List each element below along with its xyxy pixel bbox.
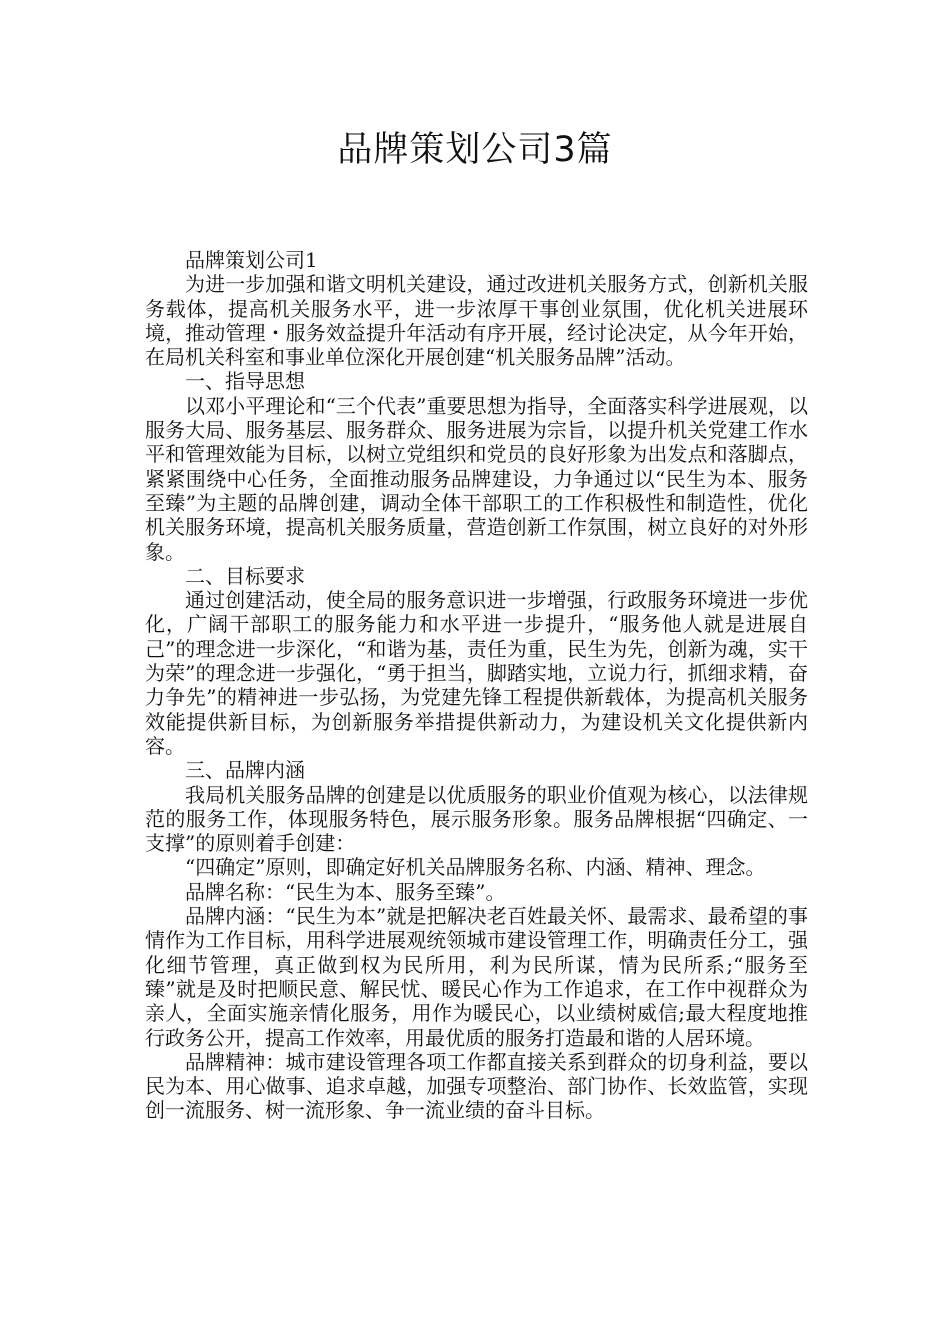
paragraph: 品牌名称：“民生为本、服务至臻”。 [185, 879, 506, 904]
section-heading: 二、目标要求 [185, 563, 305, 588]
paragraph: 以邓小平理论和“三个代表”重要思想为指导，全面落实科学进展观，以服务大局、服务基层、服务群众、服务进展为宗旨，以提升机关党建工作水平和管理效能为目标，以树立党组织和党员的良好形象为出发点和落脚点，紧紧围绕中心任务，全面推动服务品牌建设，力争通过以“民生为本、服务至臻”为主题的品牌创建，调动全体干部职工的工作积极性和制造性，优化机关服务环境，提高机关服务质量，营造创新工作氛围，树立良好的对外形象。 [145, 393, 808, 564]
paragraph: 我局机关服务品牌的创建是以优质服务的职业价值观为核心，以法律规范的服务工作，体现服务特色，展示服务形象。服务品牌根据“四确定、一支撑”的原则着手创建： [145, 782, 808, 856]
paragraph: 为进一步加强和谐文明机关建设，通过改进机关服务方式，创新机关服务载体，提高机关服务水平，进一步浓厚干事创业氛围，优化机关进展环境，推动管理・服务效益提升年活动有序开展，经讨论决定，从今年开始，在局机关科室和事业单位深化开展创建“机关服务品牌”活动。 [145, 272, 808, 370]
paragraph: 通过创建活动，使全局的服务意识进一步增强，行政服务环境进一步优化，广阔干部职工的服务能力和水平进一步提升，“服务他人就是进展自己”的理念进一步深化，“和谐为基，责任为重，民生为先，创新为魂，实干为荣”的理念进一步强化，“勇于担当，脚踏实地，立说力行，抓细求精，奋力争先”的精神进一步弘扬，为党建先锋工程提供新载体，为提高机关服务效能提供新目标，为创新服务举措提供新动力，为建设机关文化提供新内容。 [145, 588, 808, 758]
document-body [145, 248, 808, 1123]
paragraph: “四确定”原则，即确定好机关品牌服务名称、内涵、精神、理念。 [185, 855, 766, 880]
section-heading: 三、品牌内涵 [185, 758, 305, 783]
paragraph: 品牌内涵：“民生为本”就是把解决老百姓最关怀、最需求、最希望的事情作为工作目标，用科学进展观统领城市建设管理工作，明确责任分工，强化细节管理，真正做到权为民所用，利为民所谋，情为民所系;“服务至臻”就是及时把顺民意、解民忧、暖民心作为工作追求，在工作中视群众为亲人，全面实施亲情化服务，用作为暖民心，以业绩树威信;最大程度地推行政务公开，提高工作效率，用最优质的服务打造最和谐的人居环境。 [145, 904, 808, 1050]
paragraph: 品牌精神：城市建设管理各项工作都直接关系到群众的切身利益，要以民为本、用心做事、追求卓越，加强专项整治、部门协作、长效监管，实现创一流服务、树一流形象、争一流业绩的奋斗目标。 [145, 1049, 808, 1123]
section-heading: 一、指导思想 [185, 369, 305, 394]
document-title: 品牌策划公司3篇 [337, 130, 613, 170]
section-heading: 品牌策划公司1 [185, 248, 318, 272]
